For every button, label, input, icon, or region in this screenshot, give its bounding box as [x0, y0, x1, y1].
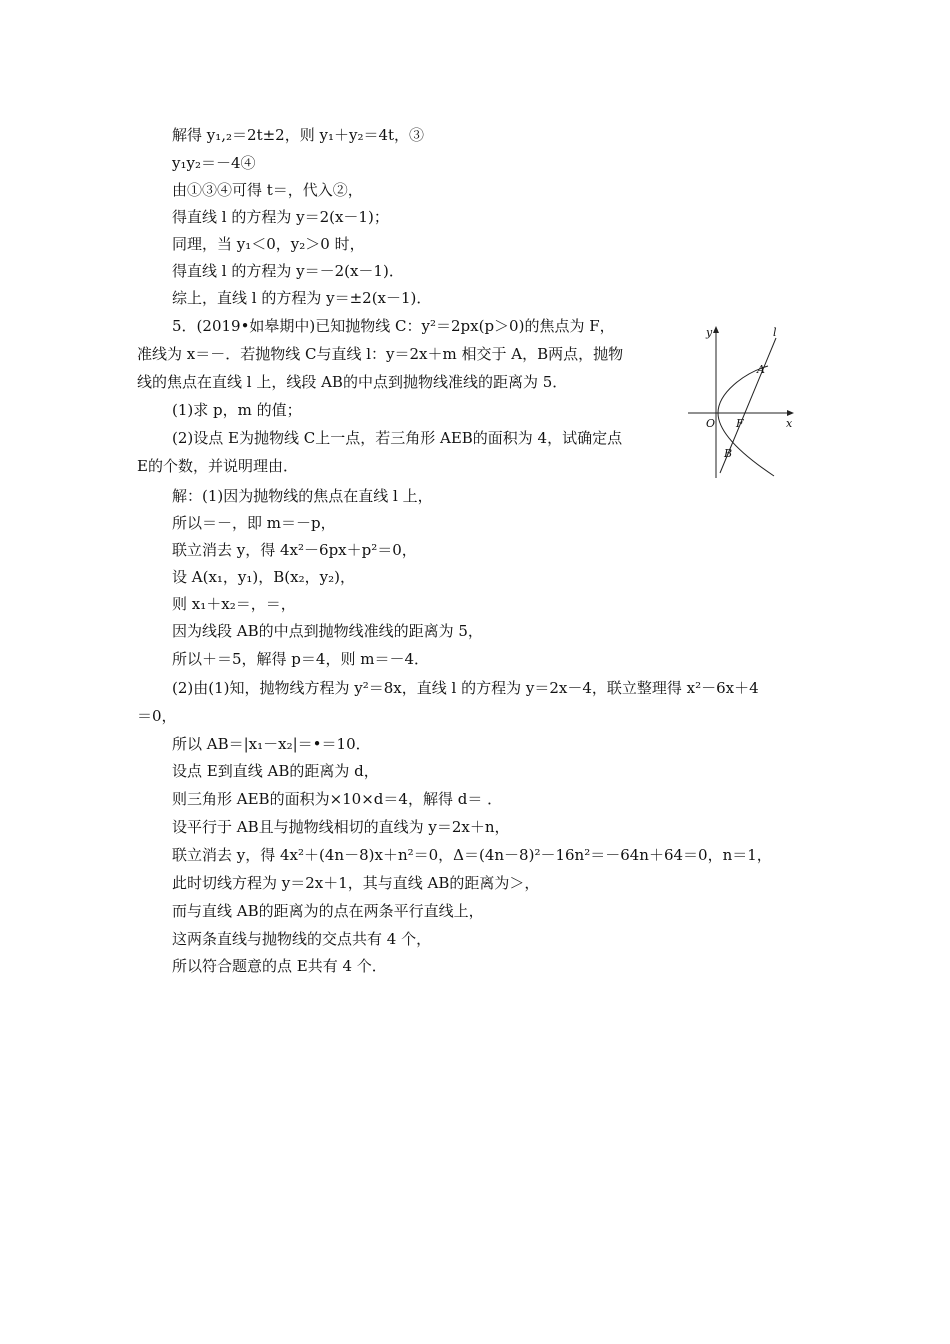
solution-line: (2)由(1)知，抛物线方程为 y²＝8x，直线 l 的方程为 y＝2x－4，联立整理得 x²－6x＋4 — [172, 679, 759, 697]
problem-5-line: 准线为 x＝－．若抛物线 C与直线 l：y＝2x＋m 相交于 A，B两点，抛物 — [137, 345, 624, 363]
solution-line: ＝0， — [137, 707, 177, 725]
solution-line: 所以＝－，即 m＝－p， — [172, 514, 336, 532]
text-line: 解得 y₁,₂＝2t±2，则 y₁＋y₂＝4t，③ — [172, 126, 425, 144]
x-axis-arrow — [787, 410, 794, 416]
solution-line: 所以 AB＝|x₁－x₂|＝•＝10． — [172, 735, 371, 753]
problem-5-line: 线的焦点在直线 l 上，线段 AB的中点到抛物线准线的距离为 5． — [137, 373, 568, 391]
solution-line: 所以＋＝5，解得 p＝4，则 m＝－4． — [172, 650, 429, 668]
solution-line: 则三角形 AEB的面积为×10×d＝4，解得 d＝ ． — [172, 790, 503, 808]
label-o: O — [706, 417, 716, 430]
text-line: y₁y₂＝－4④ — [172, 154, 256, 172]
text-line: 得直线 l 的方程为 y＝－2(x－1)． — [172, 262, 404, 280]
solution-line: 设平行于 AB且与抛物线相切的直线为 y＝2x＋n， — [172, 818, 510, 836]
problem-5-line: 5．(2019•如皋期中)已知抛物线 C：y²＝2px(p＞0)的焦点为 F， — [172, 317, 615, 335]
label-b: B — [724, 447, 733, 460]
text-line: 得直线 l 的方程为 y＝2(x－1)； — [172, 208, 389, 226]
text-line: 同理，当 y₁＜0，y₂＞0 时， — [172, 235, 365, 253]
solution-line: 联立消去 y，得 4x²－6px＋p²＝0， — [172, 541, 417, 559]
problem-5-line: (1)求 p，m 的值； — [172, 401, 302, 419]
label-x: x — [786, 417, 793, 430]
problem-5-line: E的个数，并说明理由． — [137, 457, 298, 475]
label-y: y — [706, 326, 713, 339]
solution-line: 这两条直线与抛物线的交点共有 4 个， — [172, 930, 432, 948]
label-f: F — [736, 417, 744, 430]
solution-line: 而与直线 AB的距离为的点在两条平行直线上， — [172, 902, 484, 920]
label-l: l — [773, 326, 777, 339]
solution-line: 因为线段 AB的中点到抛物线准线的距离为 5， — [172, 622, 483, 640]
text-line: 由①③④可得 t＝，代入②， — [172, 181, 363, 199]
parabola-figure — [684, 318, 804, 480]
parabola-diagram — [684, 318, 804, 480]
solution-line: 此时切线方程为 y＝2x＋1，其与直线 AB的距离为＞， — [172, 874, 540, 892]
text-line: 综上，直线 l 的方程为 y＝±2(x－1)． — [172, 289, 432, 307]
y-axis-arrow — [713, 326, 719, 333]
solution-line: 设点 E到直线 AB的距离为 d， — [172, 762, 379, 780]
label-a: A — [757, 363, 765, 376]
solution-line: 则 x₁＋x₂＝，＝， — [172, 595, 296, 613]
solution-line: 联立消去 y，得 4x²＋(4n－8)x＋n²＝0，Δ＝(4n－8)²－16n²＝－64n＋64＝0，n＝1， — [172, 846, 772, 864]
solution-line: 设 A(x₁，y₁)，B(x₂，y₂)， — [172, 568, 355, 586]
solution-line: 所以符合题意的点 E共有 4 个． — [172, 957, 387, 975]
solution-line: 解：(1)因为抛物线的焦点在直线 l 上， — [172, 487, 433, 505]
problem-5-line: (2)设点 E为抛物线 C上一点，若三角形 AEB的面积为 4，试确定点 — [172, 429, 623, 447]
